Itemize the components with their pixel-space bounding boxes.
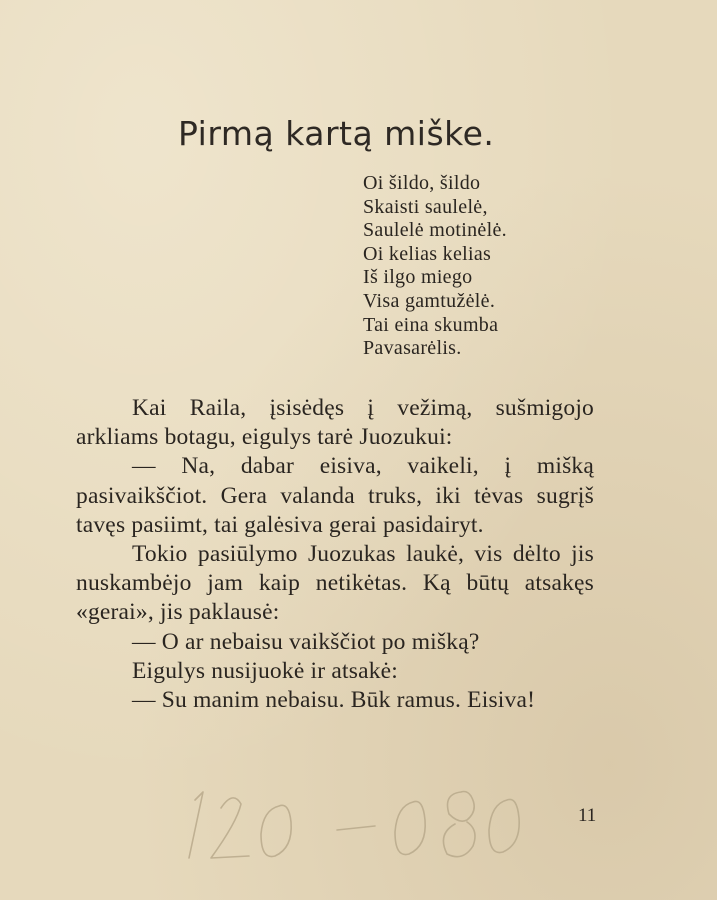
poem-line: Iš ilgo miego <box>363 266 473 289</box>
page-number: 11 <box>578 805 597 826</box>
paragraph: Tokio pasiūlymo Juozukas laukė, vis dėlto jis nuskambėjo jam kaip netikėtas. Ką būtų atsakęs «gerai», jis paklausė: <box>76 541 594 626</box>
poem-line: Saulelė motinėlė. <box>363 219 507 242</box>
poem-epigraph <box>363 172 507 361</box>
poem-line: Oi šildo, šildo <box>363 172 481 194</box>
poem-line: Oi kelias kelias <box>363 242 492 265</box>
poem-line: Tai eina skumba <box>363 313 499 336</box>
poem-line: Skaisti saulelė, <box>363 195 488 218</box>
paragraph: Eigulys nusijuokė ir atsakė: <box>132 657 399 684</box>
poem-line: Visa gamtužėlė. <box>363 289 496 312</box>
handwritten-note-drawing <box>175 770 535 865</box>
handwritten-pencil-note <box>175 770 535 865</box>
chapter-title: Pirmą kartą miške. <box>178 114 495 153</box>
story-text <box>76 394 594 715</box>
paragraph: — Na, dabar eisiva, vaikeli, į mišką pasivaikščiot. Gera valanda truks, iki tėvas sugrįš tavęs pasiimt, tai galėsiva gerai pasidairyt. <box>76 453 594 538</box>
poem-line: Pavasarėlis. <box>363 337 462 360</box>
paragraph: — O ar nebaisu vaikščiot po mišką? <box>132 628 480 655</box>
paragraph: — Su manim nebaisu. Būk ramus. Eisiva! <box>132 687 536 714</box>
paragraph: Kai Raila, įsisėdęs į vežimą, sušmigojo arkliams botagu, eigulys tarė Juozukui: <box>76 395 594 451</box>
